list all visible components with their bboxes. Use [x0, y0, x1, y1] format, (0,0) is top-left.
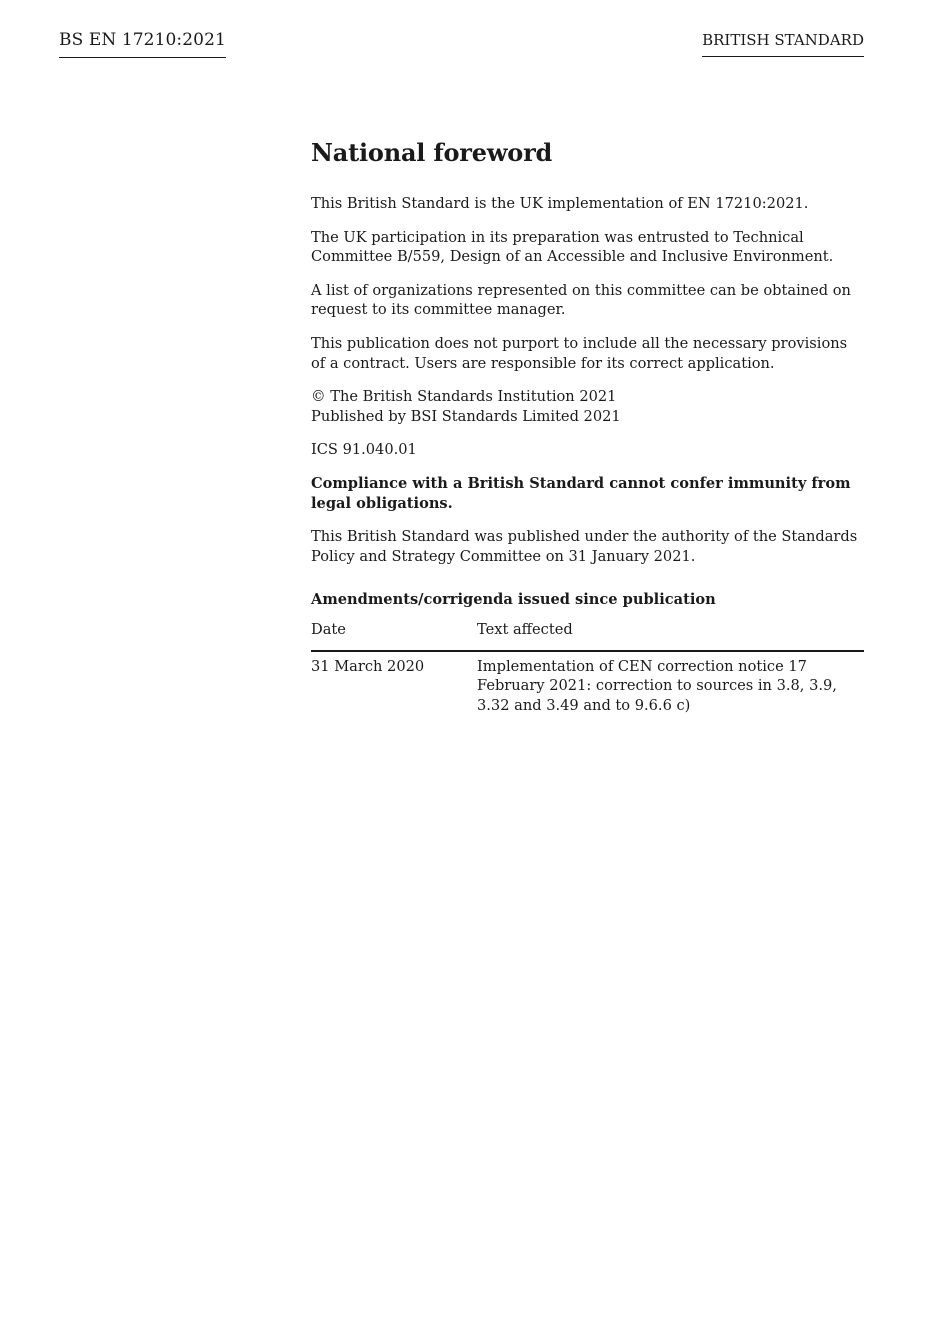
published-line: Published by BSI Standards Limited 2021 [311, 407, 621, 425]
paragraph-committee: The UK participation in its preparation was entrusted to Technical Committee B/559, Design of an Accessible and Inclusive Environment. [311, 228, 834, 266]
ics-code: ICS 91.040.01 [311, 441, 417, 459]
foreword-section [311, 138, 864, 715]
column-header-date: Date [311, 616, 477, 651]
document-id: BS EN 17210:2021 [59, 30, 226, 58]
authority-statement: This British Standard was published under the authority of the Standards Policy and Strategy Committee on 31 January 2021. [311, 528, 858, 565]
amendment-text: Implementation of CEN correction notice 17 February 2021: correction to sources in 3.8, 3.9, 3.32 and 3.49 and to 9.6.6 c) [477, 657, 837, 714]
copyright-line: © The British Standards Institution 2021 [311, 388, 617, 406]
amendment-date: 31 March 2020 [311, 657, 425, 675]
table-row [311, 651, 864, 716]
compliance-notice: Compliance with a British Standard cannot confer immunity from legal obligations. [311, 474, 851, 512]
amendments-table [311, 616, 864, 715]
page-title: National foreword [311, 138, 553, 167]
copyright-block [311, 387, 864, 426]
amendments-title: Amendments/corrigenda issued since publication [311, 591, 716, 609]
table-header-row [311, 616, 864, 651]
paragraph-provisions: This publication does not purport to include all the necessary provisions of a contract. Users are responsible for its correct application. [311, 334, 848, 372]
column-header-text-affected: Text affected [477, 616, 864, 651]
series-label: BRITISH STANDARD [702, 31, 864, 57]
paragraph-implementation: This British Standard is the UK implementation of EN 17210:2021. [311, 195, 809, 212]
paragraph-organizations: A list of organizations represented on this committee can be obtained on request to its committee manager. [311, 281, 851, 319]
